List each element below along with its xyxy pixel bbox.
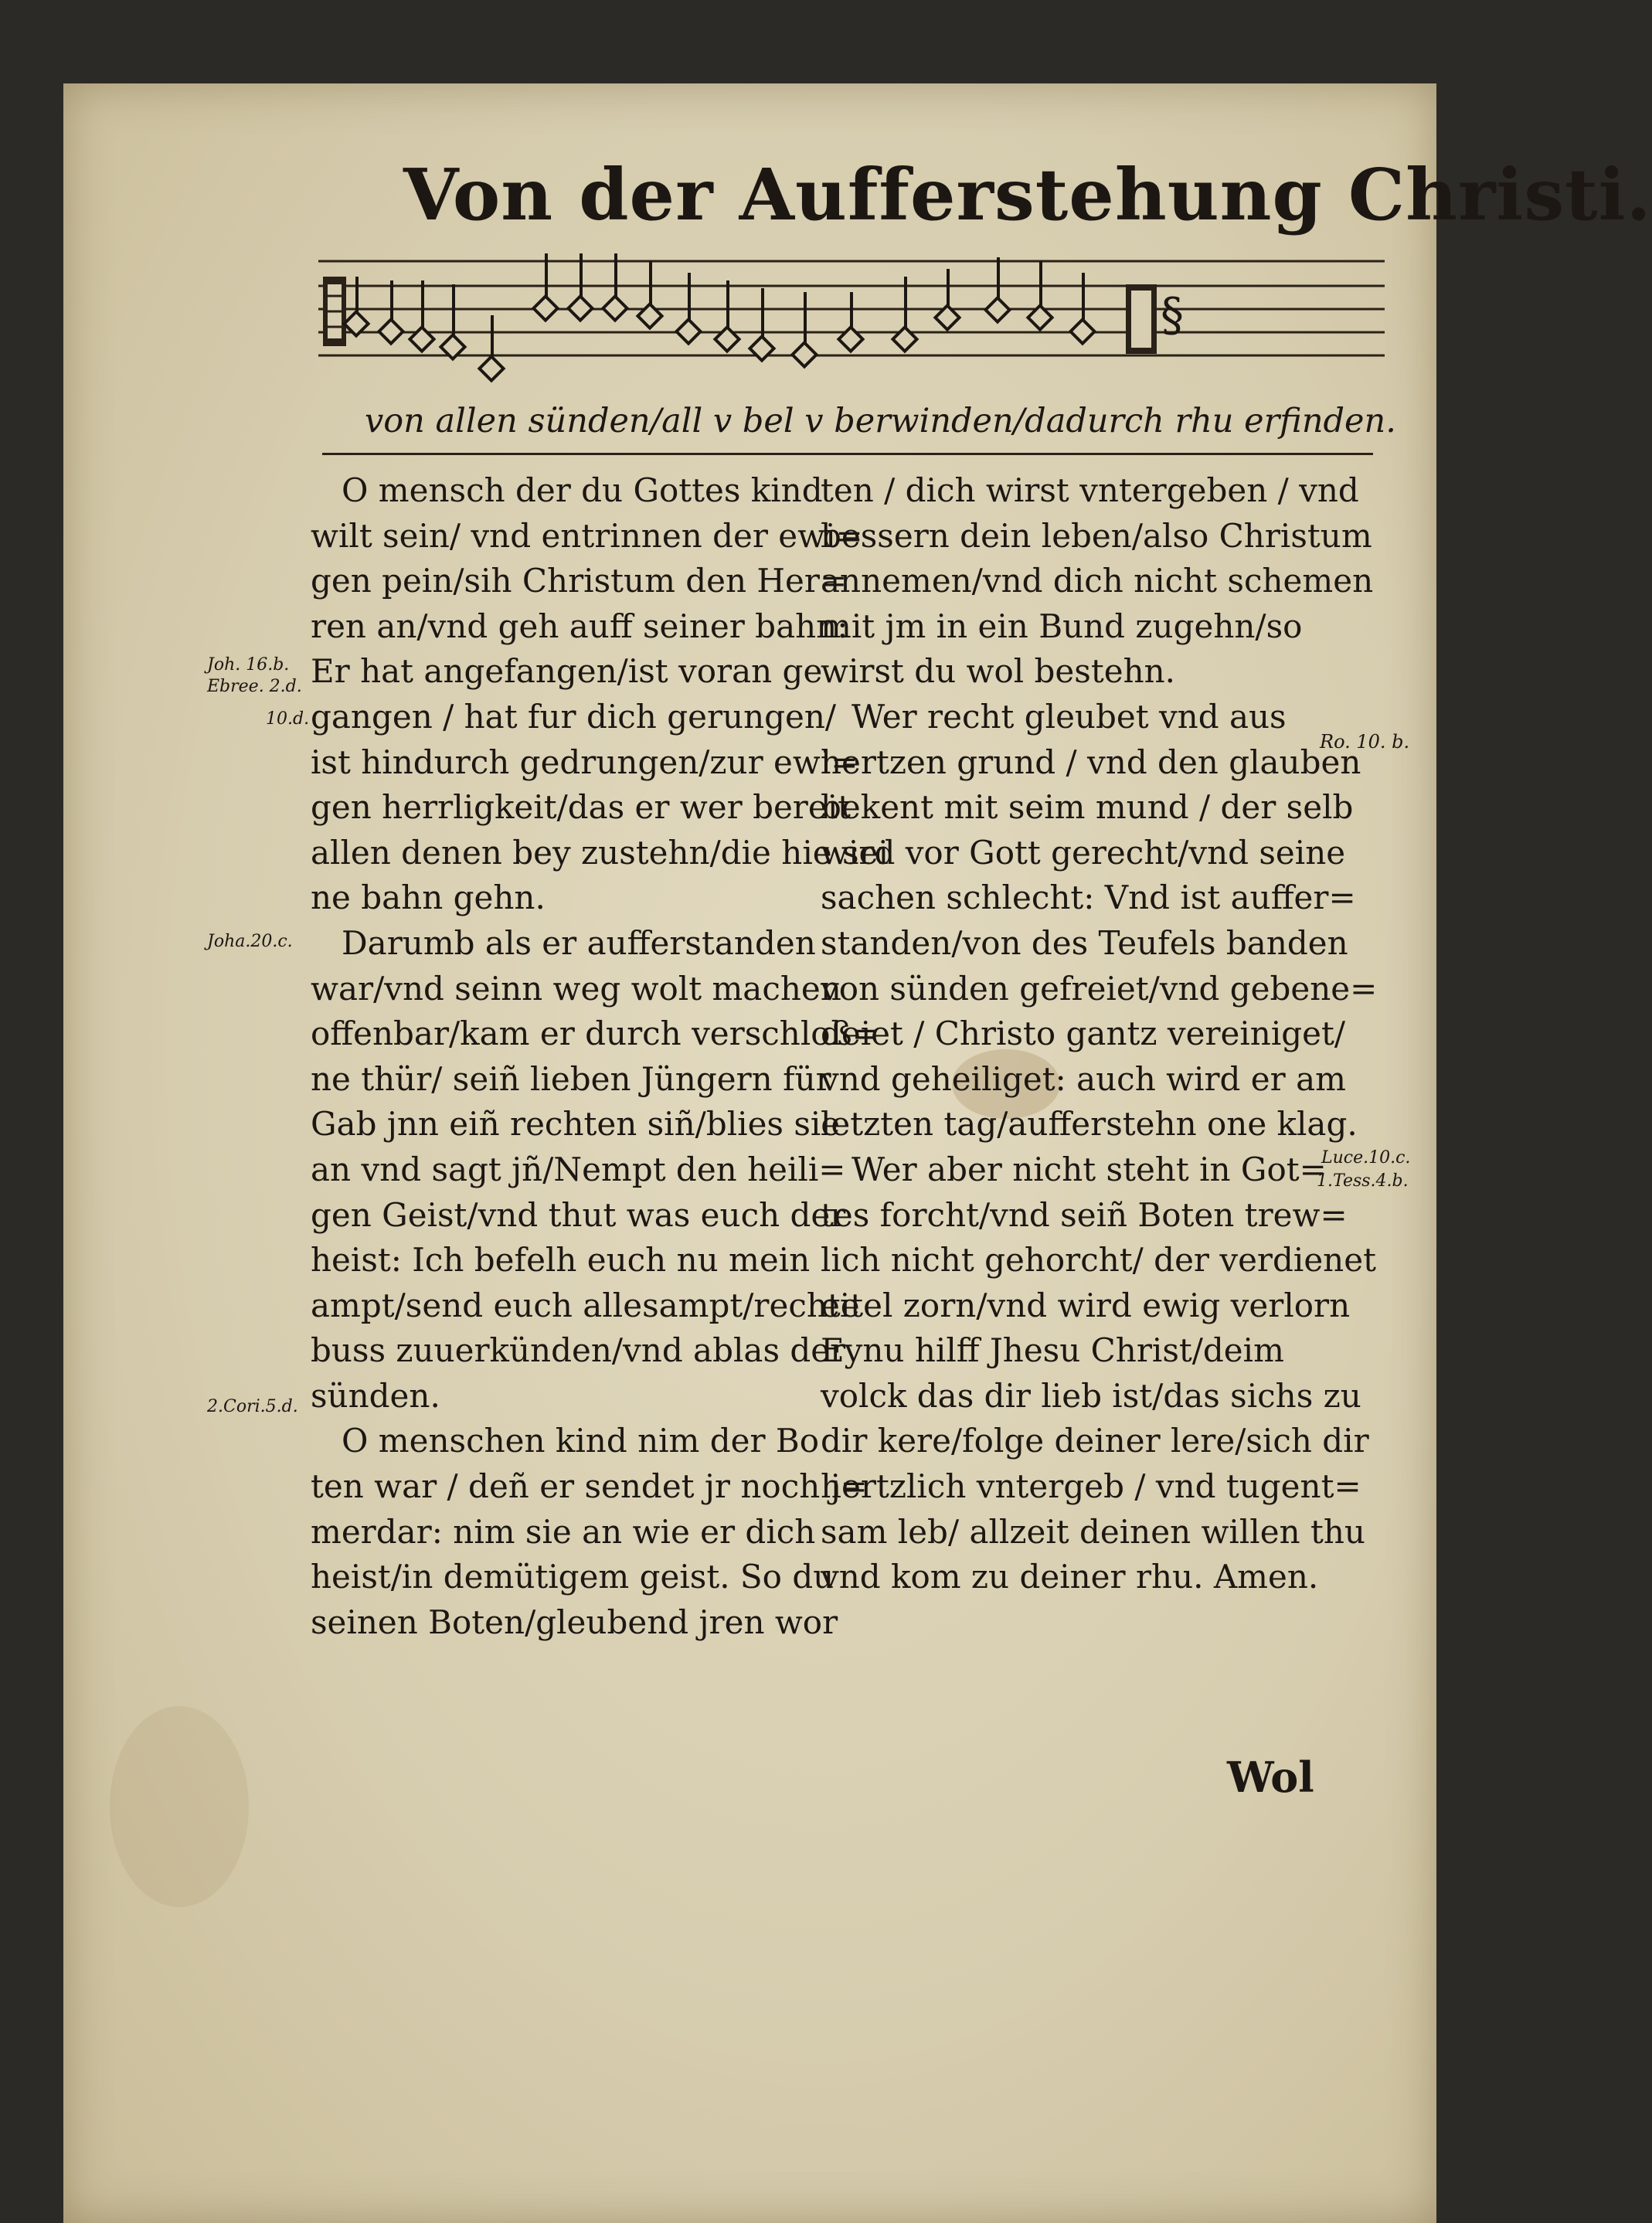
- text-line: standen/von des Teufels banden: [821, 923, 1348, 962]
- text-line: O mensch der du Gottes kind: [342, 471, 823, 509]
- book-page: [63, 83, 1652, 2223]
- text-line: hertzen grund / vnd den glauben: [821, 743, 1361, 781]
- text-line: sam leb/ allzeit deinen willen thu: [821, 1512, 1365, 1551]
- text-line: Wer recht gleubet vnd aus: [851, 697, 1287, 736]
- text-line: mit jm in ein Bund zugehn/so: [821, 607, 1303, 645]
- text-line: Er hat angefangen/ist voran ge: [311, 652, 823, 691]
- text-line: eitel zorn/vnd wird ewig verlorn: [821, 1286, 1351, 1324]
- text-line: sünden.: [311, 1376, 440, 1415]
- text-line: Darumb als er aufferstanden: [342, 923, 816, 962]
- text-line: lich nicht gehorcht/ der verdienet: [821, 1241, 1376, 1280]
- text-line: volck das dir lieb ist/das sichs zu: [821, 1376, 1361, 1415]
- margin-note: Ro. 10. b.: [1320, 731, 1410, 753]
- catchword: Wol: [1227, 1752, 1314, 1802]
- text-line: allen denen bey zustehn/die hie sei: [311, 833, 889, 872]
- text-line: heist: Ich befelh euch nu mein: [311, 1241, 811, 1280]
- text-line: wilt sein/ vnd entrinnen der ewi=: [311, 516, 863, 555]
- text-line: vnd kom zu deiner rhu. Amen.: [821, 1558, 1319, 1596]
- margin-note: Ebree. 2.d.: [207, 677, 302, 696]
- text-line: gangen / hat fur dich gerungen/: [311, 697, 837, 736]
- text-line: offenbar/kam er durch verschloß=: [311, 1015, 879, 1053]
- text-line: wirst du wol bestehn.: [821, 652, 1176, 691]
- page-title: Von der Aufferstehung Christi.: [403, 153, 1652, 236]
- text-line: war/vnd seinn weg wolt machen: [311, 969, 841, 1008]
- text-line: seinen Boten/gleubend jren wor: [311, 1603, 838, 1641]
- text-line: letzten tag/aufferstehn one klag.: [821, 1105, 1358, 1144]
- text-line: heist/in demütigem geist. So du: [311, 1558, 834, 1596]
- text-line: bessern dein leben/also Christum: [821, 516, 1372, 555]
- margin-note: 1.Tess.4.b.: [1317, 1171, 1409, 1191]
- text-line: dir kere/folge deiner lere/sich dir: [821, 1422, 1369, 1460]
- text-line: buss zuuerkünden/vnd ablas der: [311, 1331, 846, 1370]
- text-line: ist hindurch gedrungen/zur ewi=: [311, 743, 858, 781]
- end-clef-icon: [1126, 284, 1184, 354]
- text-line: Wer aber nicht steht in Got=: [851, 1150, 1327, 1188]
- text-line: Gab jnn eiñ rechten siñ/blies sie: [311, 1105, 841, 1144]
- text-line: ten / dich wirst vntergeben / vnd: [821, 471, 1359, 509]
- text-line: wird vor Gott gerecht/vnd seine: [821, 833, 1346, 872]
- margin-note: Joh. 16.b.: [207, 655, 290, 675]
- text-line: deiet / Christo gantz vereiniget/: [821, 1015, 1346, 1053]
- text-line: annemen/vnd dich nicht schemen: [821, 562, 1374, 600]
- text-line: bekent mit seim mund / der selb: [821, 788, 1354, 827]
- margin-note: Joha.20.c.: [207, 932, 293, 951]
- stain: [110, 1706, 249, 1907]
- text-line: Eynu hilff Jhesu Christ/deim: [821, 1331, 1284, 1370]
- text-line: sachen schlecht: Vnd ist auffer=: [821, 879, 1356, 917]
- text-line: hertzlich vntergeb / vnd tugent=: [821, 1467, 1361, 1506]
- text-line: ampt/send euch allesampt/rechte: [311, 1286, 860, 1324]
- margin-note: Luce.10.c.: [1321, 1148, 1411, 1168]
- margin-note: 2.Cori.5.d.: [207, 1397, 298, 1416]
- text-line: gen herrligkeit/das er wer bereit: [311, 788, 851, 827]
- music-lyric: von allen sünden/all v bel v berwinden/dadurch rhu erfinden.: [365, 402, 1396, 440]
- margin-note: 10.d.: [266, 709, 310, 729]
- text-line: gen pein/sih Christum den Her=: [311, 562, 848, 600]
- text-line: gen Geist/vnd thut was euch der: [311, 1195, 846, 1234]
- left-column: [311, 468, 889, 1645]
- text-line: ne bahn gehn.: [311, 879, 546, 917]
- notes: [344, 253, 1094, 381]
- text-line: ne thür/ seiñ lieben Jüngern für: [311, 1059, 831, 1098]
- clef-icon: [323, 277, 346, 346]
- text-line: vnd geheiliget: auch wird er am: [821, 1059, 1346, 1098]
- svg-text:§: §: [1161, 288, 1184, 342]
- divider-rule: [322, 453, 1373, 455]
- text-line: von sünden gefreiet/vnd gebene=: [821, 969, 1378, 1008]
- text-line: an vnd sagt jñ/Nempt den heili=: [311, 1150, 846, 1188]
- text-line: ren an/vnd geh auff seiner bahn:: [311, 607, 848, 645]
- text-line: merdar: nim sie an wie er dich: [311, 1512, 816, 1551]
- music-staff: [318, 238, 1385, 393]
- text-line: tes forcht/vnd seiñ Boten trew=: [821, 1195, 1348, 1234]
- text-line: ten war / deñ er sendet jr noch j=: [311, 1467, 868, 1506]
- text-line: O menschen kind nim der Bo: [342, 1422, 820, 1460]
